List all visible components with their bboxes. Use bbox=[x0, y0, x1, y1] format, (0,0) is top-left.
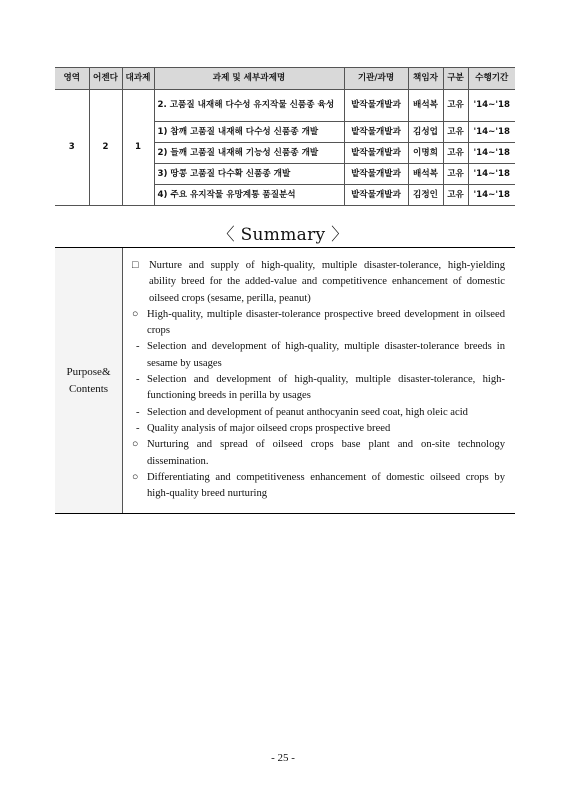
subject-cell: 1) 참깨 고품질 내재해 다수성 신품종 개발 bbox=[154, 122, 344, 143]
type-cell: 고유 bbox=[443, 164, 468, 185]
header-period: 수행기간 bbox=[468, 68, 515, 90]
summary-item-text: Selection and development of peanut anthocyanin seed coat, high oleic acid bbox=[147, 406, 468, 418]
dash-bullet-icon: - bbox=[136, 341, 140, 353]
period-cell: '14~'18 bbox=[468, 185, 515, 206]
dept-cell: 밭작물개발과 bbox=[344, 143, 408, 164]
page-number: - 25 - bbox=[271, 752, 295, 764]
summary-item bbox=[132, 470, 505, 503]
period-cell: '14~'18 bbox=[468, 90, 515, 122]
subject-cell: 2) 들깨 고품질 내재해 기능성 신품종 개발 bbox=[154, 143, 344, 164]
summary-content bbox=[123, 248, 515, 513]
period-cell: '14~'18 bbox=[468, 164, 515, 185]
dept-cell: 밭작물개발과 bbox=[344, 164, 408, 185]
summary-item bbox=[132, 372, 505, 405]
summary-item bbox=[132, 405, 505, 421]
manager-cell: 김정인 bbox=[408, 185, 443, 206]
dept-cell: 밭작물개발과 bbox=[344, 122, 408, 143]
header-type: 구분 bbox=[443, 68, 468, 90]
header-area: 영역 bbox=[55, 68, 89, 90]
summary-item-text: High-quality, multiple disaster-tolerance prospective breed development in oilseed crops bbox=[147, 308, 505, 337]
header-subject: 과제 및 세부과제명 bbox=[154, 68, 344, 90]
period-cell: '14~'18 bbox=[468, 122, 515, 143]
dept-cell: 밭작물개발과 bbox=[344, 90, 408, 122]
manager-cell: 배석복 bbox=[408, 164, 443, 185]
header-dept: 기관/과명 bbox=[344, 68, 408, 90]
manager-cell: 이명희 bbox=[408, 143, 443, 164]
summary-item-text: Quality analysis of major oilseed crops prospective breed bbox=[147, 422, 391, 434]
manager-cell: 배석복 bbox=[408, 90, 443, 122]
project-table bbox=[55, 67, 515, 206]
dash-bullet-icon: - bbox=[136, 406, 140, 418]
summary-label bbox=[55, 248, 123, 513]
summary-title: 〈 Summary 〉 bbox=[217, 225, 349, 245]
circle-bullet-icon: ○ bbox=[132, 308, 139, 320]
manager-cell: 김성업 bbox=[408, 122, 443, 143]
summary-item bbox=[132, 307, 505, 340]
subject-cell: 3) 땅콩 고품질 다수확 신품종 개발 bbox=[154, 164, 344, 185]
subject-cell: 4) 주요 유지작물 유망계통 품질분석 bbox=[154, 185, 344, 206]
dash-bullet-icon: - bbox=[136, 374, 140, 386]
area-cell: 3 bbox=[55, 90, 89, 206]
summary-item-text: Selection and development of high-quality, multiple disaster-tolerance breeds in sesame by usages bbox=[147, 341, 505, 369]
period-cell: '14~'18 bbox=[468, 143, 515, 164]
summary-item-text: Nurturing and spread of oilseed crops base plant and on-site technology dissemination. bbox=[147, 439, 505, 467]
summary-item-text: Differentiating and competitiveness enhancement of domestic oilseed crops by high-quality breed nurturing bbox=[147, 471, 505, 500]
summary-item-text: Selection and development of high-quality, multiple disaster-tolerance, high-functioning breeds in perilla by usages bbox=[147, 374, 505, 402]
summary-item bbox=[132, 421, 505, 437]
agenda-cell: 2 bbox=[89, 90, 122, 206]
header-manager: 책임자 bbox=[408, 68, 443, 90]
summary-table bbox=[55, 247, 515, 514]
type-cell: 고유 bbox=[443, 90, 468, 122]
summary-item-text: Nurture and supply of high-quality, multiple disaster-tolerance, high-yielding ability breed for the added-value and competitivence enhancement of domestic oilseed crops (sesame, perilla, peanut) bbox=[149, 260, 505, 304]
summary-item bbox=[132, 437, 505, 470]
table-row bbox=[55, 90, 515, 122]
summary-item bbox=[132, 258, 505, 307]
dept-cell: 밭작물개발과 bbox=[344, 185, 408, 206]
type-cell: 고유 bbox=[443, 122, 468, 143]
header-major-task: 대과제 bbox=[122, 68, 154, 90]
major-task-cell: 1 bbox=[122, 90, 154, 206]
square-bullet-icon: □ bbox=[132, 260, 139, 271]
type-cell: 고유 bbox=[443, 143, 468, 164]
summary-item bbox=[132, 339, 505, 372]
summary-label-text: Purpose& Contents bbox=[66, 366, 111, 395]
header-agenda: 어젠다 bbox=[89, 68, 122, 90]
circle-bullet-icon: ○ bbox=[132, 471, 139, 483]
dash-bullet-icon: - bbox=[136, 422, 140, 434]
subject-cell: 2. 고품질 내재해 다수성 유지작물 신품종 육성 bbox=[154, 90, 344, 122]
type-cell: 고유 bbox=[443, 185, 468, 206]
table-header-row bbox=[55, 68, 515, 90]
circle-bullet-icon: ○ bbox=[132, 439, 139, 451]
